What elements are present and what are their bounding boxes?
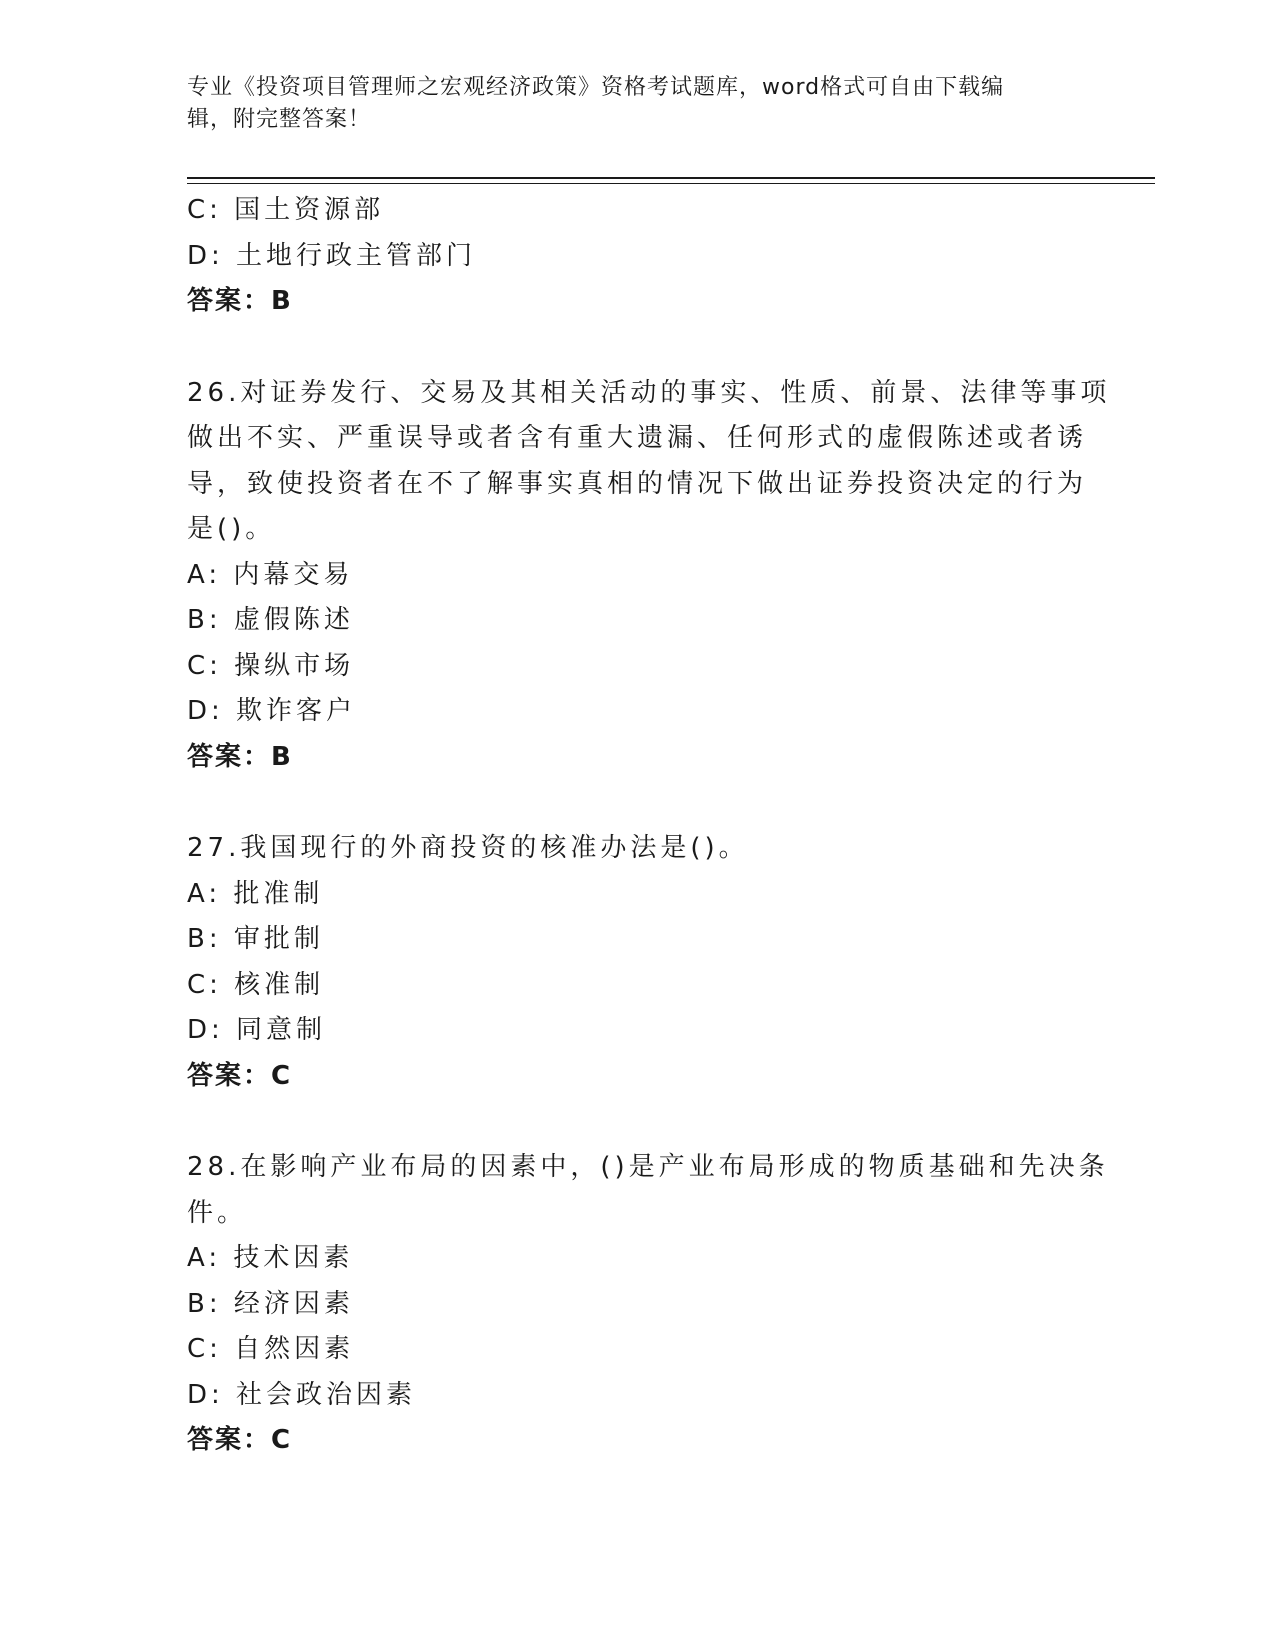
header-rule-thick [187, 177, 1155, 179]
option-d: D: 同意制 [187, 1015, 327, 1045]
question-text-line: 做出不实、严重误导或者含有重大遗漏、任何形式的虚假陈述或者诱 [187, 423, 1088, 453]
question-content [187, 188, 1111, 1464]
spacer [187, 1099, 1087, 1145]
answer: 答案：C [187, 1425, 293, 1455]
question-text-line: 27.我国现行的外商投资的核准办法是()。 [187, 833, 749, 863]
header-line-2: 辑，附完整答案！ [187, 107, 372, 132]
question-28 [187, 1145, 1109, 1464]
question-text-line: 是()。 [187, 514, 276, 544]
spacer [187, 780, 1087, 826]
option-c: C: 核准制 [187, 969, 325, 1000]
option-d: D: 欺诈客户 [187, 696, 357, 726]
option-d: D: 社会政治因素 [187, 1379, 417, 1410]
header-line-1: 专业《投资项目管理师之宏观经济政策》资格考试题库，word格式可自由下载编 [187, 75, 1005, 100]
option-b: B: 经济因素 [187, 1288, 354, 1319]
option-a: A: 技术因素 [187, 1243, 354, 1273]
previous-question-tail [187, 188, 1087, 325]
answer: 答案：C [187, 1060, 293, 1091]
question-26 [187, 371, 1111, 781]
option-b: B: 审批制 [187, 924, 324, 954]
answer: 答案：B [187, 741, 293, 772]
question-text-line: 件。 [187, 1197, 248, 1228]
question-text-line: 26.对证券发行、交易及其相关活动的事实、性质、前景、法律等事项 [187, 377, 1111, 408]
option-c: C: 自然因素 [187, 1334, 355, 1364]
question-27 [187, 826, 1087, 1099]
question-text-line: 28.在影响产业布局的因素中，()是产业布局形成的物质基础和先决条 [187, 1152, 1109, 1182]
option-a: A: 批准制 [187, 878, 324, 909]
spacer [187, 325, 1087, 371]
question-text-line: 导，致使投资者在不了解事实真相的情况下做出证券投资决定的行为 [187, 468, 1088, 499]
page-header [187, 72, 1067, 136]
header-rule-thin [187, 183, 1155, 184]
option-b: B: 虚假陈述 [187, 605, 354, 635]
option-c: C: 国土资源部 [187, 195, 385, 225]
option-c: C: 操纵市场 [187, 650, 355, 681]
option-d: D: 土地行政主管部门 [187, 240, 477, 271]
answer: 答案：B [187, 286, 293, 316]
option-a: A: 内幕交易 [187, 559, 354, 590]
